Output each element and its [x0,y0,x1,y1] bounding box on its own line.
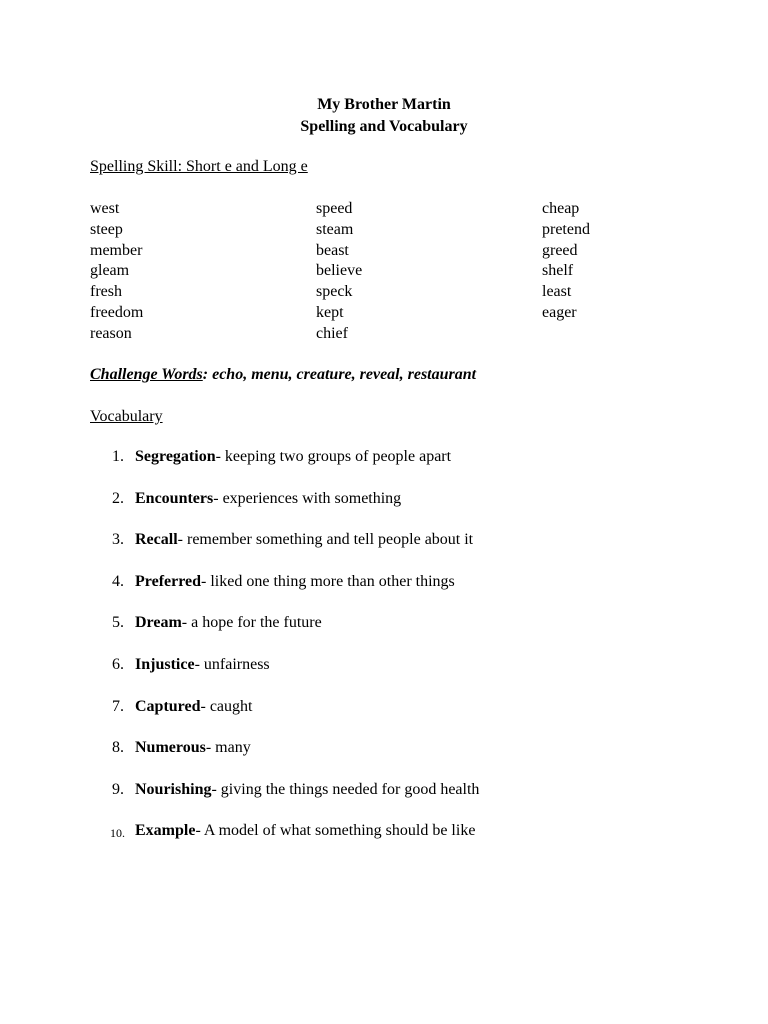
vocabulary-item [0,738,768,780]
vocabulary-term: Injustice [135,655,195,673]
vocabulary-definition: - remember something and tell people about it [177,531,474,549]
item-number: 8. [112,739,124,757]
spelling-word: freedom [90,303,144,321]
spelling-word: eager [542,303,577,321]
vocabulary-item [0,697,768,739]
item-number: 9. [112,780,124,798]
spelling-word: member [90,241,143,259]
vocabulary-definition: - caught [200,697,253,715]
vocabulary-item [0,572,768,614]
vocabulary-entry [135,697,252,717]
vocabulary-term: Segregation [135,448,216,465]
spelling-word: steep [90,220,123,238]
vocabulary-term: Preferred [135,572,202,590]
vocabulary-entry [135,489,401,509]
spelling-word: steam [316,220,354,238]
vocabulary-term: Encounters [135,489,214,507]
vocabulary-item [0,530,768,572]
item-number: 6. [112,655,124,673]
vocabulary-entry [135,780,479,800]
spelling-word: chief [316,324,348,342]
spelling-word: greed [542,241,578,259]
spelling-word: cheap [542,200,580,217]
vocabulary-item [0,613,768,655]
vocabulary-list [0,447,768,863]
spelling-word: speck [316,283,353,301]
vocabulary-entry [135,821,475,841]
vocabulary-term: Numerous [135,739,206,757]
spelling-word: reason [90,324,132,342]
challenge-words-list: : echo, menu, creature, reveal, restaurant [202,366,477,383]
vocabulary-term: Dream [135,614,182,632]
spelling-column-2 [316,199,362,345]
vocabulary-item [0,780,768,822]
vocabulary-entry [135,738,251,758]
vocabulary-definition: - experiences with something [213,489,402,507]
vocabulary-item [0,655,768,697]
vocabulary-definition: - many [205,739,251,757]
vocabulary-item [0,821,768,863]
vocabulary-item [0,447,768,489]
page-title: My Brother Martin [317,96,451,113]
vocabulary-entry [135,530,473,550]
spelling-word: speed [316,200,353,217]
vocabulary-definition: - giving the things needed for good health [211,780,480,798]
vocabulary-definition: - A model of what something should be like [195,822,476,840]
spelling-word: shelf [542,262,574,280]
spelling-word: pretend [542,220,590,238]
item-number: 1. [112,448,124,465]
vocabulary-definition: - unfairness [194,655,270,673]
spelling-heading: Spelling Skill: Short e and Long e [90,158,308,175]
vocabulary-term: Captured [135,697,201,715]
spelling-word: west [90,200,120,217]
vocabulary-entry [135,447,451,467]
spelling-word: fresh [90,283,122,301]
item-number: 2. [112,489,124,507]
vocabulary-definition: - keeping two groups of people apart [215,448,452,465]
item-number: 10. [110,826,125,841]
spelling-word: believe [316,262,363,280]
vocabulary-definition: - liked one thing more than other things [201,572,455,590]
item-number: 7. [112,697,124,715]
challenge-words [90,365,476,385]
item-number: 4. [112,572,124,590]
vocabulary-entry [135,655,270,675]
item-number: 5. [112,614,124,632]
spelling-word: beast [316,241,349,259]
challenge-words-label: Challenge Words [90,366,203,383]
item-number: 3. [112,531,124,549]
vocabulary-term: Example [135,822,196,840]
spelling-word: gleam [90,262,130,280]
vocabulary-entry [135,572,455,592]
vocabulary-term: Recall [135,531,178,549]
spelling-word: kept [316,303,344,321]
spelling-column-1 [90,199,143,345]
vocabulary-heading: Vocabulary [90,408,163,425]
vocabulary-definition: - a hope for the future [181,614,322,632]
vocabulary-term: Nourishing [135,780,212,798]
vocabulary-item [0,489,768,531]
spelling-column-3 [542,199,590,324]
page-subtitle: Spelling and Vocabulary [300,118,468,135]
spelling-word: least [542,283,572,301]
vocabulary-entry [135,613,322,633]
